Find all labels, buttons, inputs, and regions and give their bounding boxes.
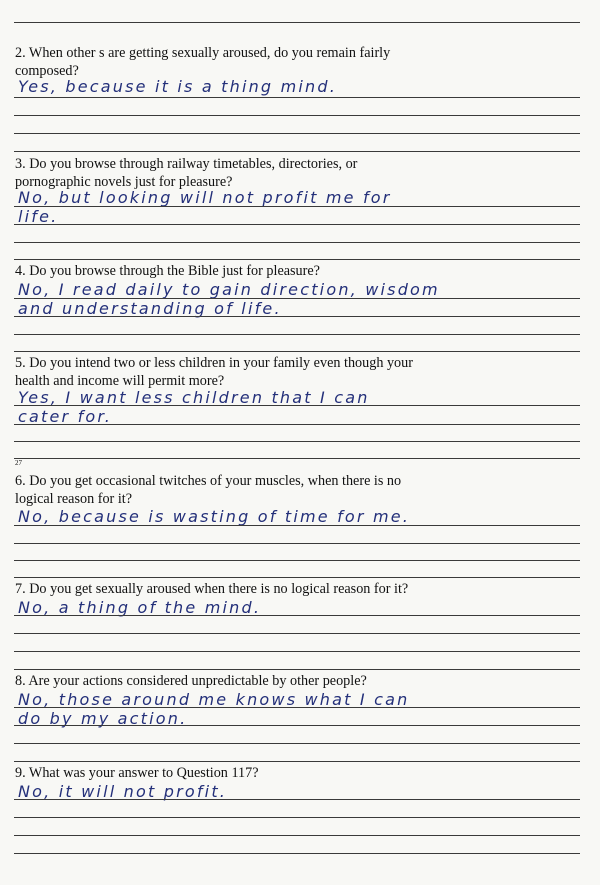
question-9-text: 9. What was your answer to Question 117? (15, 765, 259, 781)
ruled-line (14, 707, 580, 708)
question-5-text: 5. Do you intend two or less children in your family even though your health and income will permit more? (15, 355, 413, 389)
question-3-text: 3. Do you browse through railway timetables, directories, or pornographic novels just for pleasure? (15, 156, 358, 190)
ruled-line (14, 316, 580, 317)
ruled-line (14, 97, 580, 98)
ruled-line (14, 242, 580, 243)
ruled-line (14, 424, 580, 425)
answer-5-line-1: Yes, I want less children that I can (18, 388, 370, 407)
answer-8-line-2: do by my action. (18, 709, 188, 728)
answer-5-line-2: cater for. (18, 407, 112, 426)
ruled-line (14, 22, 580, 23)
ruled-line (14, 458, 580, 459)
ruled-line (14, 853, 580, 854)
ruled-line (14, 577, 580, 578)
answer-4-line-2: and understanding of life. (18, 299, 282, 318)
answer-6-line-1: No, because is wasting of time for me. (18, 507, 411, 526)
ruled-line (14, 743, 580, 744)
question-6-text: 6. Do you get occasional twitches of your muscles, when there is no logical reason for it? (15, 473, 402, 507)
ruled-line (14, 725, 580, 726)
ruled-line (14, 525, 580, 526)
ruled-line (14, 799, 580, 800)
answer-4-line-1: No, I read daily to gain direction, wisdom (18, 280, 440, 299)
ruled-line (14, 151, 580, 152)
ruled-line (14, 115, 580, 116)
question-7-text: 7. Do you get sexually aroused when there is no logical reason for it? (15, 581, 409, 597)
question-4-text: 4. Do you browse through the Bible just for pleasure? (15, 263, 320, 279)
ruled-line (14, 543, 580, 544)
answer-8-line-1: No, those around me knows what I can (18, 690, 410, 709)
ruled-line (14, 651, 580, 652)
ruled-line (14, 405, 580, 406)
question-8-text: 8. Are your actions considered unpredictable by other people? (15, 673, 367, 689)
answer-9-line-1: No, it will not profit. (18, 782, 228, 801)
ruled-line (14, 441, 580, 442)
ruled-line (14, 761, 580, 762)
ruled-line (14, 835, 580, 836)
ruled-line (14, 817, 580, 818)
ruled-line (14, 615, 580, 616)
ruled-line (14, 560, 580, 561)
ruled-line (14, 334, 580, 335)
answer-3-line-1: No, but looking will not profit me for (18, 188, 392, 207)
ruled-line (14, 669, 580, 670)
ruled-line (14, 224, 580, 225)
ruled-line (14, 351, 580, 352)
ruled-line (14, 633, 580, 634)
answer-2-line-1: Yes, because it is a thing mind. (18, 77, 337, 96)
question-2-text: 2. When other s are getting sexually aroused, do you remain fairly composed? (15, 45, 391, 79)
ruled-line (14, 133, 580, 134)
ruled-line (14, 259, 580, 260)
page-marker: 27 (15, 459, 22, 467)
answer-7-line-1: No, a thing of the mind. (18, 598, 262, 617)
answer-3-line-2: life. (18, 207, 59, 226)
